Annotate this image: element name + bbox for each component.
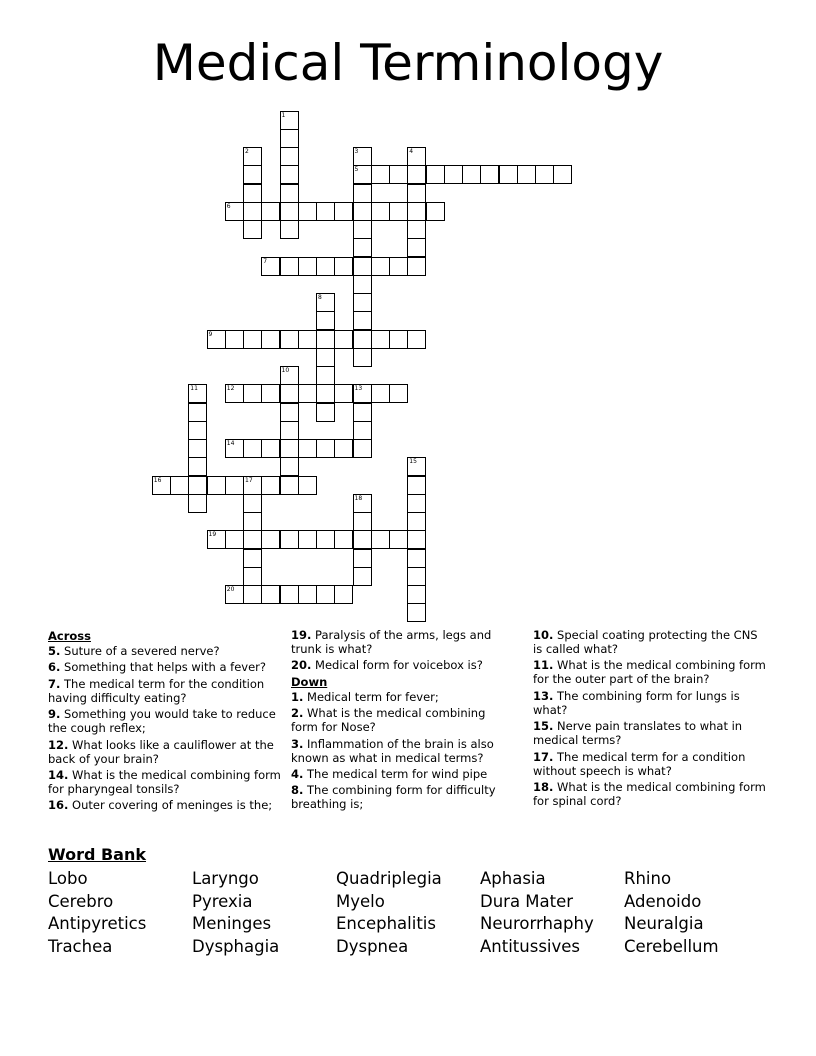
- clue-text: What looks like a cauliflower at the back of your brain?: [48, 737, 274, 766]
- clue: [48, 798, 282, 812]
- clue-text: Nerve pain translates to what in medical terms?: [533, 719, 743, 748]
- grid-cell[interactable]: [334, 585, 353, 604]
- clue-number: 1.: [291, 689, 304, 704]
- clue-number: 13: [354, 385, 363, 393]
- word-bank-word: Cerebro: [48, 892, 114, 911]
- grid-cell[interactable]: [243, 165, 262, 184]
- grid-cell[interactable]: [353, 567, 372, 586]
- word-bank-word: Cerebellum: [624, 937, 719, 956]
- grid-cell[interactable]: [225, 476, 244, 495]
- clue-number: 12: [226, 385, 235, 393]
- grid-cell[interactable]: [371, 530, 390, 549]
- grid-cell[interactable]: [225, 439, 244, 458]
- grid-cell[interactable]: [280, 220, 299, 239]
- grid-cell[interactable]: [280, 330, 299, 349]
- clue-text: Paralysis of the arms, legs and trunk is what?: [291, 628, 492, 656]
- grid-cell[interactable]: [334, 202, 353, 221]
- clue-number: 19: [208, 531, 217, 539]
- clue-number: 5: [354, 166, 359, 174]
- clue-number: 2: [245, 148, 249, 155]
- clue-number: 1: [281, 111, 286, 119]
- grid-cell[interactable]: [316, 293, 335, 312]
- grid-cell[interactable]: [407, 220, 426, 239]
- grid-cell[interactable]: [316, 530, 335, 549]
- grid-cell[interactable]: [407, 476, 426, 495]
- clue-number: 13.: [533, 688, 554, 703]
- grid-cell[interactable]: [334, 530, 353, 549]
- grid-cell[interactable]: [462, 165, 481, 184]
- clue-number: 16.: [48, 798, 69, 813]
- clue-text: What is the medical combining form for Nose?: [291, 706, 486, 735]
- clue-number: 9: [208, 330, 213, 338]
- grid-cell[interactable]: [188, 403, 207, 422]
- clue-text: Medical term for fever;: [307, 689, 439, 704]
- clue-number: 14.: [48, 767, 69, 782]
- grid-cell[interactable]: [243, 476, 262, 495]
- clue-text: Something you would take to reduce the cough reflex;: [48, 707, 276, 736]
- grid-cell[interactable]: [371, 257, 390, 276]
- grid-cell[interactable]: [280, 184, 299, 203]
- grid-cell[interactable]: [243, 439, 262, 458]
- clues-column-3: [533, 628, 769, 810]
- clue-text: Medical form for voicebox is?: [315, 658, 483, 673]
- clue-number: 8.: [291, 783, 304, 798]
- grid-cell[interactable]: [243, 220, 262, 239]
- grid-cell[interactable]: [280, 530, 299, 549]
- clue: [291, 658, 511, 672]
- word-bank-word: Dura Mater: [480, 892, 574, 911]
- grid-cell[interactable]: [353, 165, 372, 184]
- grid-cell[interactable]: [426, 202, 445, 221]
- grid-cell[interactable]: [316, 384, 335, 403]
- clue: [533, 780, 769, 808]
- clues-column-1: [48, 628, 282, 815]
- grid-cell[interactable]: [316, 585, 335, 604]
- grid-cell[interactable]: [188, 476, 207, 495]
- clue-number: 3.: [291, 736, 304, 751]
- grid-cell[interactable]: [407, 257, 426, 276]
- word-bank-word: Antipyretics: [48, 914, 147, 933]
- grid-cell[interactable]: [407, 330, 426, 349]
- clue-text: The medical term for a condition without speech is what?: [533, 749, 746, 778]
- clue-text: Something that helps with a fever?: [64, 660, 266, 675]
- clue-number: 6.: [48, 660, 61, 675]
- grid-cell[interactable]: [499, 165, 518, 184]
- grid-cell[interactable]: [353, 293, 372, 312]
- grid-cell[interactable]: [280, 111, 299, 130]
- grid-cell[interactable]: [316, 330, 335, 349]
- clue: [533, 719, 769, 747]
- clue: [48, 644, 282, 658]
- clue-number: 19.: [291, 628, 312, 642]
- grid-cell[interactable]: [280, 476, 299, 495]
- grid-cell[interactable]: [353, 403, 372, 422]
- clue: [291, 690, 511, 704]
- grid-cell[interactable]: [353, 530, 372, 549]
- grid-cell[interactable]: [353, 184, 372, 203]
- clue-number: 20.: [291, 658, 312, 673]
- grid-cell[interactable]: [353, 348, 372, 367]
- clue-number: 10: [281, 367, 290, 374]
- grid-cell[interactable]: [353, 384, 372, 403]
- word-bank-word: Laryngo: [192, 869, 259, 888]
- grid-cell[interactable]: [334, 439, 353, 458]
- grid-cell[interactable]: [207, 476, 226, 495]
- grid-cell[interactable]: [298, 476, 317, 495]
- grid-cell[interactable]: [280, 147, 299, 166]
- clue: [533, 689, 769, 717]
- grid-cell[interactable]: [407, 494, 426, 513]
- clue-number: 15.: [533, 719, 554, 734]
- grid-cell[interactable]: [243, 202, 262, 221]
- grid-cell[interactable]: [535, 165, 554, 184]
- clue-number: 8: [318, 294, 322, 301]
- grid-cell[interactable]: [316, 366, 335, 385]
- clue-text: Suture of a severed nerve?: [64, 644, 220, 658]
- clue: [291, 706, 511, 734]
- grid-cell[interactable]: [371, 384, 390, 403]
- clue: [533, 658, 769, 686]
- grid-cell[interactable]: [243, 530, 262, 549]
- grid-cell[interactable]: [353, 238, 372, 257]
- clue: [48, 677, 282, 705]
- grid-cell[interactable]: [353, 147, 372, 166]
- word-bank-word: Dyspnea: [336, 937, 409, 956]
- clue-number: 18: [354, 494, 363, 502]
- grid-cell[interactable]: [243, 330, 262, 349]
- word-bank-word: Quadriplegia: [336, 869, 442, 888]
- grid-cell[interactable]: [280, 457, 299, 476]
- clue-number: 4: [409, 148, 414, 155]
- grid-cell[interactable]: [316, 348, 335, 367]
- grid-cell[interactable]: [225, 384, 244, 403]
- grid-cell[interactable]: [261, 202, 280, 221]
- grid-cell[interactable]: [553, 165, 572, 184]
- grid-cell[interactable]: [353, 275, 372, 294]
- grid-cell[interactable]: [353, 421, 372, 440]
- grid-cell[interactable]: [188, 457, 207, 476]
- grid-cell[interactable]: [298, 439, 317, 458]
- clue-number: 9.: [48, 707, 61, 722]
- grid-cell[interactable]: [207, 330, 226, 349]
- grid-cell[interactable]: [261, 530, 280, 549]
- grid-cell[interactable]: [280, 165, 299, 184]
- grid-cell[interactable]: [389, 530, 408, 549]
- word-bank-word: Adenoido: [624, 892, 702, 911]
- clue-number: 10.: [533, 628, 554, 642]
- clue: [48, 738, 282, 766]
- grid-cell[interactable]: [407, 549, 426, 568]
- grid-cell[interactable]: [298, 530, 317, 549]
- clue-number: 18.: [533, 779, 554, 794]
- clue-number: 3: [354, 148, 359, 155]
- grid-cell[interactable]: [407, 238, 426, 257]
- word-bank-word: Rhino: [624, 869, 672, 888]
- clue-number: 4.: [291, 766, 304, 781]
- grid-cell[interactable]: [316, 202, 335, 221]
- clue-number: 17: [245, 476, 253, 484]
- grid-cell[interactable]: [353, 257, 372, 276]
- clue-number: 12.: [48, 737, 69, 752]
- grid-cell[interactable]: [243, 184, 262, 203]
- grid-cell[interactable]: [389, 384, 408, 403]
- grid-cell[interactable]: [298, 257, 317, 276]
- clue-number: 11.: [533, 658, 554, 673]
- grid-cell[interactable]: [316, 403, 335, 422]
- grid-cell[interactable]: [389, 257, 408, 276]
- grid-cell[interactable]: [353, 202, 372, 221]
- grid-cell[interactable]: [353, 220, 372, 239]
- grid-cell[interactable]: [407, 512, 426, 531]
- grid-cell[interactable]: [353, 494, 372, 513]
- clue: [48, 707, 282, 735]
- grid-cell[interactable]: [280, 439, 299, 458]
- clue-number: 2.: [291, 706, 304, 721]
- grid-cell[interactable]: [243, 512, 262, 531]
- grid-cell[interactable]: [261, 585, 280, 604]
- grid-cell[interactable]: [280, 384, 299, 403]
- grid-cell[interactable]: [207, 530, 226, 549]
- grid-cell[interactable]: [316, 439, 335, 458]
- grid-cell[interactable]: [280, 257, 299, 276]
- grid-cell[interactable]: [243, 147, 262, 166]
- grid-cell[interactable]: [298, 384, 317, 403]
- grid-cell[interactable]: [280, 129, 299, 148]
- grid-cell[interactable]: [225, 202, 244, 221]
- grid-cell[interactable]: [389, 330, 408, 349]
- grid-cell[interactable]: [334, 384, 353, 403]
- grid-cell[interactable]: [243, 567, 262, 586]
- grid-cell[interactable]: [243, 384, 262, 403]
- clues-column-2: [291, 628, 511, 814]
- word-bank-word: Dysphagia: [192, 937, 280, 956]
- grid-cell[interactable]: [170, 476, 189, 495]
- clue-number: 11: [190, 385, 198, 393]
- grid-cell[interactable]: [261, 439, 280, 458]
- grid-cell[interactable]: [261, 257, 280, 276]
- grid-cell[interactable]: [188, 439, 207, 458]
- clue: [48, 660, 282, 674]
- clue-number: 7: [263, 257, 268, 265]
- word-bank-word: Pyrexia: [192, 892, 253, 911]
- grid-cell[interactable]: [316, 311, 335, 330]
- grid-cell[interactable]: [225, 585, 244, 604]
- clue-text: What is the medical combining form for spinal cord?: [533, 779, 766, 808]
- clue-number: 6: [226, 202, 231, 210]
- clue-text: The combining form for difficulty breathing is;: [291, 783, 496, 812]
- grid-cell[interactable]: [353, 330, 372, 349]
- grid-cell[interactable]: [480, 165, 499, 184]
- clue: [533, 750, 769, 778]
- clue-text: Inflammation of the brain is also known as what in medical terms?: [291, 736, 494, 765]
- word-bank-word: Neurorrhaphy: [480, 914, 594, 933]
- grid-cell[interactable]: [261, 476, 280, 495]
- grid-cell[interactable]: [353, 439, 372, 458]
- word-bank-heading: Word Bank: [48, 845, 147, 864]
- grid-cell[interactable]: [371, 330, 390, 349]
- clue-number: 5.: [48, 644, 61, 658]
- word-bank-word: Trachea: [48, 937, 113, 956]
- word-bank-word: Encephalitis: [336, 914, 436, 933]
- grid-cell[interactable]: [188, 494, 207, 513]
- clue-text: The medical term for the condition having difficulty eating?: [48, 676, 265, 705]
- grid-cell[interactable]: [334, 257, 353, 276]
- grid-cell[interactable]: [298, 585, 317, 604]
- grid-cell[interactable]: [280, 421, 299, 440]
- clue-text: The combining form for lungs is what?: [533, 688, 740, 717]
- clue-text: What is the medical combining form for pharyngeal tonsils?: [48, 767, 281, 796]
- word-bank-word: Antitussives: [480, 937, 581, 956]
- word-bank-word: Aphasia: [480, 869, 546, 888]
- grid-cell[interactable]: [188, 421, 207, 440]
- grid-cell[interactable]: [353, 311, 372, 330]
- grid-cell[interactable]: [426, 165, 445, 184]
- grid-cell[interactable]: [280, 202, 299, 221]
- grid-cell[interactable]: [243, 494, 262, 513]
- clue: [291, 628, 511, 656]
- clue: [48, 768, 282, 796]
- grid-cell[interactable]: [407, 202, 426, 221]
- clue-number: 14: [226, 440, 235, 447]
- grid-cell[interactable]: [517, 165, 536, 184]
- clue: [533, 628, 769, 656]
- clue-number: 16: [153, 476, 162, 484]
- grid-cell[interactable]: [261, 330, 280, 349]
- clue-text: The medical term for wind pipe: [307, 766, 488, 781]
- word-bank-word: Neuralgia: [624, 914, 704, 933]
- word-bank-word: Meninges: [192, 914, 272, 933]
- word-bank-word: Lobo: [48, 869, 88, 888]
- grid-cell[interactable]: [407, 567, 426, 586]
- grid-cell[interactable]: [334, 330, 353, 349]
- grid-cell[interactable]: [371, 202, 390, 221]
- grid-cell[interactable]: [371, 165, 390, 184]
- clue-number: 7.: [48, 676, 61, 691]
- grid-cell[interactable]: [280, 585, 299, 604]
- grid-cell[interactable]: [280, 366, 299, 385]
- grid-cell[interactable]: [407, 147, 426, 166]
- clue-text: What is the medical combining form for the outer part of the brain?: [533, 658, 766, 687]
- clue-number: 15: [409, 458, 417, 466]
- grid-cell[interactable]: [280, 403, 299, 422]
- clue: [291, 737, 511, 765]
- grid-cell[interactable]: [152, 476, 171, 495]
- across-heading: Across: [48, 629, 91, 643]
- grid-cell[interactable]: [407, 184, 426, 203]
- grid-cell[interactable]: [243, 585, 262, 604]
- clue-number: 20: [226, 586, 235, 593]
- clue: [291, 767, 511, 781]
- grid-cell[interactable]: [389, 165, 408, 184]
- grid-cell[interactable]: [243, 549, 262, 568]
- grid-cell[interactable]: [389, 202, 408, 221]
- page-title: Medical Terminology: [152, 34, 664, 92]
- clue-text: Special coating protecting the CNS is called what?: [533, 628, 758, 656]
- grid-cell[interactable]: [316, 257, 335, 276]
- grid-cell[interactable]: [444, 165, 463, 184]
- down-heading: Down: [291, 674, 328, 689]
- grid-cell[interactable]: [407, 165, 426, 184]
- clue-number: 17.: [533, 749, 554, 764]
- grid-cell[interactable]: [261, 384, 280, 403]
- grid-cell[interactable]: [188, 384, 207, 403]
- grid-cell[interactable]: [353, 549, 372, 568]
- grid-cell[interactable]: [407, 585, 426, 604]
- clue-text: Outer covering of meninges is the;: [72, 798, 273, 813]
- grid-cell[interactable]: [298, 330, 317, 349]
- grid-cell[interactable]: [225, 330, 244, 349]
- grid-cell[interactable]: [353, 512, 372, 531]
- grid-cell[interactable]: [407, 530, 426, 549]
- grid-cell[interactable]: [407, 603, 426, 622]
- clue: [291, 783, 511, 811]
- grid-cell[interactable]: [407, 457, 426, 476]
- grid-cell[interactable]: [298, 202, 317, 221]
- grid-cell[interactable]: [225, 530, 244, 549]
- word-bank-word: Myelo: [336, 892, 385, 911]
